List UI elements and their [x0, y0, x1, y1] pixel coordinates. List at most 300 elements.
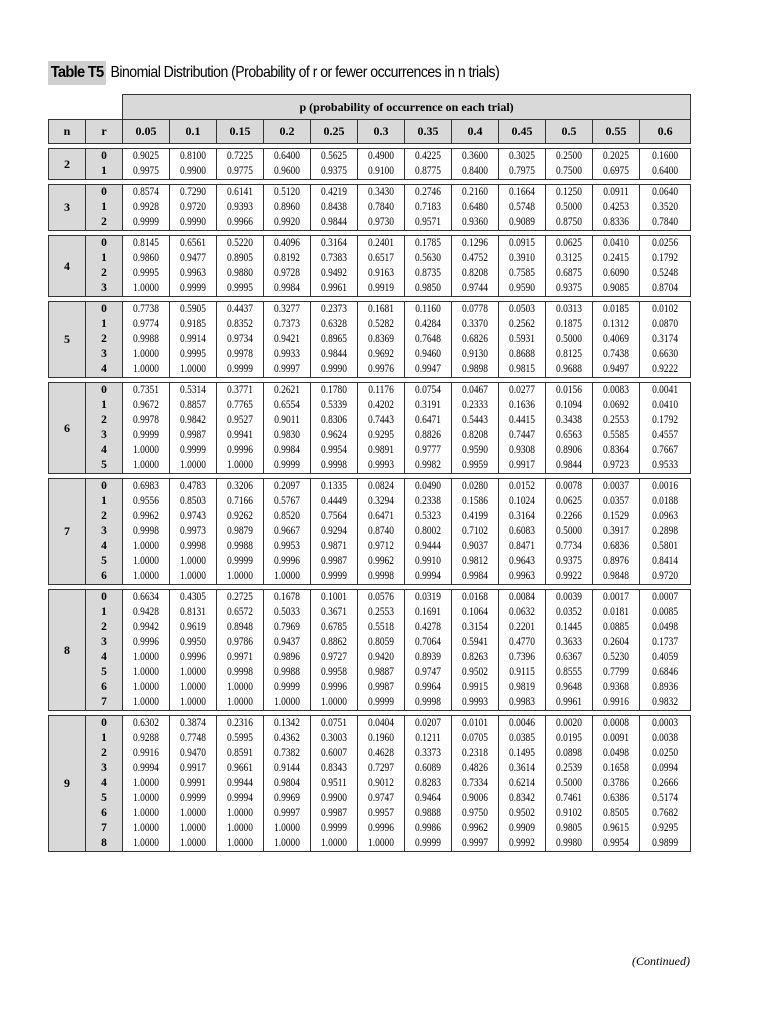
probability-value: 0.8555 — [556, 666, 582, 678]
probability-value: 0.9420 — [368, 651, 394, 663]
probability-value: 0.6480 — [462, 201, 488, 213]
probability-cell — [170, 383, 217, 474]
probability-value: 0.8059 — [368, 636, 394, 648]
probability-value: 0.6826 — [462, 333, 488, 345]
probability-value: 0.9953 — [274, 540, 300, 552]
probability-value: 0.0467 — [462, 384, 488, 396]
probability-value: 0.9998 — [227, 666, 253, 678]
probability-value: 0.9999 — [368, 696, 394, 708]
probability-value: 0.1335 — [321, 480, 347, 492]
probability-value: 0.3917 — [603, 525, 629, 537]
probability-value: 0.9428 — [133, 606, 159, 618]
probability-value: 0.2621 — [274, 384, 300, 396]
probability-value: 0.4284 — [415, 318, 441, 330]
probability-value: 0.9728 — [274, 267, 300, 279]
probability-value: 0.9144 — [274, 762, 300, 774]
p-header-label: p (probability of occurrence on each trial) — [123, 95, 691, 120]
probability-value: 1.0000 — [227, 807, 253, 819]
probability-value: 0.6561 — [180, 237, 206, 249]
probability-value: 0.0503 — [509, 303, 535, 315]
probability-cell — [452, 479, 499, 585]
r-value: 0 — [101, 591, 107, 603]
probability-value: 0.7396 — [509, 651, 535, 663]
probability-value: 0.7183 — [415, 201, 441, 213]
probability-value: 0.8002 — [415, 525, 441, 537]
probability-value: 0.4059 — [652, 651, 679, 663]
probability-value: 0.3614 — [509, 762, 535, 774]
probability-value: 0.6517 — [368, 252, 394, 264]
probability-cell — [264, 590, 311, 711]
probability-value: 0.8263 — [462, 651, 488, 663]
probability-cell — [217, 302, 264, 378]
probability-value: 0.2201 — [509, 621, 535, 633]
probability-value: 0.9842 — [180, 414, 206, 426]
probability-value: 0.2562 — [509, 318, 535, 330]
probability-value: 0.8208 — [462, 429, 488, 441]
probability-value: 0.5630 — [415, 252, 441, 264]
probability-cell — [593, 185, 640, 231]
probability-value: 0.7461 — [556, 792, 582, 804]
probability-value: 0.0168 — [462, 591, 488, 603]
probability-cell — [452, 149, 499, 180]
probability-value: 0.9999 — [274, 681, 300, 693]
probability-value: 0.9437 — [274, 636, 300, 648]
probability-value: 1.0000 — [133, 540, 159, 552]
probability-value: 0.0195 — [556, 732, 582, 744]
probability-value: 0.9444 — [415, 540, 441, 552]
probability-value: 0.7500 — [556, 165, 582, 177]
probability-value: 0.6471 — [368, 510, 394, 522]
probability-value: 0.3164 — [509, 510, 535, 522]
probability-cell — [123, 383, 170, 474]
probability-value: 0.6634 — [133, 591, 159, 603]
probability-value: 0.0008 — [603, 717, 629, 729]
probability-value: 0.7297 — [368, 762, 394, 774]
probability-value: 0.8131 — [180, 606, 206, 618]
probability-value: 0.6400 — [652, 165, 679, 177]
p-column-header: 0.5 — [546, 120, 593, 144]
probability-value: 0.6386 — [603, 792, 629, 804]
probability-value: 0.4770 — [509, 636, 535, 648]
probability-value: 0.6328 — [321, 318, 347, 330]
probability-value: 0.6875 — [556, 267, 582, 279]
probability-value: 0.1960 — [368, 732, 394, 744]
r-value: 5 — [101, 666, 107, 678]
probability-value: 0.9947 — [415, 363, 441, 375]
probability-value: 0.3600 — [462, 150, 488, 162]
n-cell: 2 — [49, 149, 86, 180]
probability-value: 0.9375 — [556, 282, 582, 294]
probability-value: 0.9944 — [227, 777, 253, 789]
probability-value: 0.0280 — [462, 480, 488, 492]
r-value: 1 — [101, 399, 107, 411]
probability-cell — [358, 479, 405, 585]
probability-value: 0.9360 — [462, 216, 488, 228]
probability-value: 0.7682 — [652, 807, 679, 819]
probability-value: 0.5120 — [274, 186, 300, 198]
probability-value: 0.9012 — [368, 777, 394, 789]
r-cell — [86, 479, 123, 585]
binomial-table — [48, 94, 691, 852]
probability-value: 0.2266 — [556, 510, 582, 522]
probability-value: 0.3125 — [556, 252, 582, 264]
probability-value: 0.5033 — [274, 606, 300, 618]
r-value: 6 — [101, 807, 107, 819]
probability-value: 0.0256 — [652, 237, 679, 249]
probability-cell — [452, 716, 499, 852]
probability-value: 0.8735 — [415, 267, 441, 279]
r-value: 1 — [101, 318, 107, 330]
probability-value: 0.3373 — [415, 747, 441, 759]
probability-value: 0.9996 — [321, 681, 347, 693]
probability-value: 1.0000 — [133, 363, 159, 375]
probability-value: 0.7648 — [415, 333, 441, 345]
probability-value: 0.9980 — [556, 837, 582, 849]
probability-value: 0.0410 — [652, 399, 679, 411]
probability-value: 0.9962 — [133, 510, 159, 522]
probability-value: 0.6302 — [133, 717, 159, 729]
probability-value: 0.9590 — [509, 282, 535, 294]
r-value: 0 — [101, 480, 107, 492]
probability-value: 0.0490 — [415, 480, 441, 492]
probability-value: 0.9619 — [180, 621, 206, 633]
probability-value: 0.9914 — [180, 333, 206, 345]
probability-value: 1.0000 — [133, 651, 159, 663]
probability-value: 0.9672 — [133, 399, 159, 411]
r-value: 2 — [101, 333, 107, 345]
table-row — [49, 590, 691, 711]
probability-value: 0.8939 — [415, 651, 441, 663]
probability-value: 1.0000 — [133, 792, 159, 804]
probability-value: 0.9502 — [509, 807, 535, 819]
probability-cell — [311, 185, 358, 231]
probability-cell — [452, 590, 499, 711]
probability-cell — [405, 479, 452, 585]
probability-value: 0.4362 — [274, 732, 300, 744]
probability-value: 0.0185 — [603, 303, 629, 315]
probability-value: 0.9185 — [180, 318, 206, 330]
r-value: 0 — [101, 186, 107, 198]
probability-value: 0.9393 — [227, 201, 253, 213]
probability-value: 0.2097 — [274, 480, 300, 492]
probability-value: 0.1312 — [603, 318, 629, 330]
probability-value: 0.9037 — [462, 540, 488, 552]
probability-value: 0.9942 — [133, 621, 159, 633]
n-cell: 7 — [49, 479, 86, 585]
probability-value: 0.2333 — [462, 399, 488, 411]
probability-cell — [546, 383, 593, 474]
probability-value: 0.9880 — [227, 267, 253, 279]
probability-cell — [123, 590, 170, 711]
probability-value: 0.0091 — [603, 732, 629, 744]
probability-value: 0.5000 — [556, 777, 582, 789]
probability-value: 0.8471 — [509, 540, 535, 552]
probability-value: 0.8400 — [462, 165, 488, 177]
probability-value: 0.9998 — [368, 570, 394, 582]
probability-value: 0.3154 — [462, 621, 488, 633]
probability-value: 0.0824 — [368, 480, 394, 492]
probability-value: 0.9100 — [368, 165, 394, 177]
probability-value: 1.0000 — [180, 459, 206, 471]
probability-value: 0.4826 — [462, 762, 488, 774]
probability-value: 0.9006 — [462, 792, 488, 804]
probability-value: 0.0357 — [603, 495, 629, 507]
probability-value: 0.8145 — [133, 237, 159, 249]
probability-value: 0.7667 — [652, 444, 679, 456]
probability-cell — [593, 479, 640, 585]
probability-value: 0.2553 — [603, 414, 629, 426]
probability-value: 0.2898 — [652, 525, 679, 537]
probability-value: 0.9978 — [227, 348, 253, 360]
probability-value: 0.9774 — [133, 318, 159, 330]
probability-value: 0.0313 — [556, 303, 582, 315]
p-column-header: 0.1 — [170, 120, 217, 144]
probability-value: 0.9860 — [133, 252, 159, 264]
probability-value: 0.0037 — [603, 480, 629, 492]
probability-value: 0.6083 — [509, 525, 535, 537]
probability-value: 1.0000 — [133, 666, 159, 678]
probability-value: 0.9987 — [321, 807, 347, 819]
probability-value: 0.5995 — [227, 732, 253, 744]
probability-value: 0.5323 — [415, 510, 441, 522]
probability-value: 0.0016 — [652, 480, 679, 492]
probability-value: 0.9643 — [509, 555, 535, 567]
probability-value: 0.5230 — [603, 651, 629, 663]
probability-value: 0.9999 — [227, 555, 253, 567]
probability-value: 0.9720 — [180, 201, 206, 213]
r-value: 4 — [101, 540, 107, 552]
probability-value: 0.9987 — [368, 681, 394, 693]
probability-value: 1.0000 — [180, 807, 206, 819]
r-value: 0 — [101, 237, 107, 249]
probability-value: 0.3174 — [652, 333, 679, 345]
probability-value: 0.9994 — [415, 570, 441, 582]
probability-value: 0.9987 — [180, 429, 206, 441]
probability-value: 0.0250 — [652, 747, 679, 759]
probability-value: 0.9571 — [415, 216, 441, 228]
r-cell — [86, 185, 123, 231]
probability-value: 1.0000 — [133, 444, 159, 456]
probability-value: 1.0000 — [133, 348, 159, 360]
probability-value: 1.0000 — [180, 696, 206, 708]
probability-value: 0.9375 — [321, 165, 347, 177]
probability-value: 0.6367 — [556, 651, 582, 663]
r-value: 1 — [101, 732, 107, 744]
probability-value: 0.6214 — [509, 777, 535, 789]
probability-value: 1.0000 — [227, 570, 253, 582]
probability-value: 0.9998 — [180, 540, 206, 552]
probability-value: 0.9999 — [274, 459, 300, 471]
probability-value: 0.9805 — [556, 822, 582, 834]
probability-value: 0.2316 — [227, 717, 253, 729]
probability-value: 0.9999 — [180, 444, 206, 456]
r-value: 2 — [101, 510, 107, 522]
probability-value: 0.0778 — [462, 303, 488, 315]
probability-value: 1.0000 — [133, 837, 159, 849]
probability-value: 0.9421 — [274, 333, 300, 345]
probability-value: 0.9963 — [180, 267, 206, 279]
probability-value: 0.7975 — [509, 165, 535, 177]
probability-value: 0.5339 — [321, 399, 347, 411]
probability-cell — [499, 149, 546, 180]
probability-value: 0.4096 — [274, 237, 300, 249]
r-cell — [86, 590, 123, 711]
probability-value: 0.7373 — [274, 318, 300, 330]
n-cell: 9 — [49, 716, 86, 852]
r-value: 3 — [101, 762, 107, 774]
probability-value: 0.2725 — [227, 591, 253, 603]
probability-cell — [170, 590, 217, 711]
probability-value: 0.9089 — [509, 216, 535, 228]
probability-value: 0.9533 — [652, 459, 679, 471]
r-value: 0 — [101, 303, 107, 315]
table-title — [48, 58, 553, 88]
probability-cell — [311, 716, 358, 852]
probability-value: 0.0207 — [415, 717, 441, 729]
probability-cell — [311, 590, 358, 711]
probability-value: 1.0000 — [274, 822, 300, 834]
r-column-header: r — [86, 120, 123, 144]
probability-value: 0.9085 — [603, 282, 629, 294]
probability-value: 0.9497 — [603, 363, 629, 375]
probability-value: 0.9879 — [227, 525, 253, 537]
probability-cell — [546, 716, 593, 852]
probability-value: 0.9850 — [415, 282, 441, 294]
probability-value: 0.9661 — [227, 762, 253, 774]
probability-value: 0.9917 — [180, 762, 206, 774]
probability-value: 0.9996 — [368, 822, 394, 834]
probability-value: 0.0885 — [603, 621, 629, 633]
probability-value: 0.1875 — [556, 318, 582, 330]
probability-value: 0.4069 — [603, 333, 629, 345]
probability-value: 0.8826 — [415, 429, 441, 441]
probability-value: 0.5931 — [509, 333, 535, 345]
probability-value: 0.0640 — [652, 186, 679, 198]
probability-value: 0.0083 — [603, 384, 629, 396]
probability-cell — [405, 185, 452, 231]
r-value: 1 — [101, 201, 107, 213]
n-cell: 5 — [49, 302, 86, 378]
probability-value: 0.9928 — [133, 201, 159, 213]
probability-value: 0.9477 — [180, 252, 206, 264]
probability-value: 0.4202 — [368, 399, 394, 411]
probability-value: 1.0000 — [133, 822, 159, 834]
table-row — [49, 236, 691, 297]
probability-value: 0.9590 — [462, 444, 488, 456]
probability-value: 0.9995 — [227, 282, 253, 294]
probability-value: 1.0000 — [180, 681, 206, 693]
probability-value: 1.0000 — [133, 807, 159, 819]
probability-value: 0.0156 — [556, 384, 582, 396]
probability-value: 0.3874 — [180, 717, 206, 729]
probability-value: 0.9957 — [368, 807, 394, 819]
probability-cell — [123, 716, 170, 852]
probability-value: 0.9916 — [603, 696, 629, 708]
probability-value: 0.9933 — [274, 348, 300, 360]
probability-value: 1.0000 — [180, 570, 206, 582]
probability-value: 0.7443 — [368, 414, 394, 426]
probability-value: 0.9920 — [274, 216, 300, 228]
probability-value: 0.8750 — [556, 216, 582, 228]
probability-value: 0.7738 — [133, 303, 159, 315]
probability-value: 0.0007 — [652, 591, 679, 603]
probability-value: 0.9288 — [133, 732, 159, 744]
probability-value: 0.0020 — [556, 717, 582, 729]
probability-value: 0.9294 — [321, 525, 347, 537]
probability-value: 0.9975 — [133, 165, 159, 177]
r-value: 4 — [101, 444, 107, 456]
r-value: 0 — [101, 717, 107, 729]
probability-value: 1.0000 — [227, 837, 253, 849]
probability-value: 0.9991 — [180, 777, 206, 789]
probability-cell — [546, 479, 593, 585]
probability-value: 0.9163 — [368, 267, 394, 279]
probability-cell — [405, 302, 452, 378]
probability-value: 0.1780 — [321, 384, 347, 396]
probability-value: 0.3191 — [415, 399, 441, 411]
probability-value: 0.2160 — [462, 186, 488, 198]
probability-value: 1.0000 — [133, 777, 159, 789]
probability-value: 0.9941 — [227, 429, 253, 441]
probability-value: 0.9990 — [321, 363, 347, 375]
probability-value: 0.8343 — [321, 762, 347, 774]
probability-cell — [452, 236, 499, 297]
probability-value: 0.9130 — [462, 348, 488, 360]
probability-cell — [264, 383, 311, 474]
probability-value: 0.3370 — [462, 318, 488, 330]
probability-value: 0.1636 — [509, 399, 535, 411]
probability-value: 0.0994 — [652, 762, 679, 774]
probability-value: 0.9994 — [133, 762, 159, 774]
probability-value: 0.4557 — [652, 429, 679, 441]
r-value: 4 — [101, 777, 107, 789]
probability-value: 0.3633 — [556, 636, 582, 648]
probability-value: 0.9804 — [274, 777, 300, 789]
probability-value: 0.5767 — [274, 495, 300, 507]
probability-value: 0.0181 — [603, 606, 629, 618]
probability-cell — [640, 302, 691, 378]
r-value: 1 — [101, 252, 107, 264]
probability-value: 0.1445 — [556, 621, 582, 633]
probability-value: 0.6836 — [603, 540, 629, 552]
probability-cell — [640, 185, 691, 231]
probability-cell — [123, 479, 170, 585]
probability-cell — [358, 149, 405, 180]
probability-value: 0.8862 — [321, 636, 347, 648]
probability-value: 0.9961 — [556, 696, 582, 708]
probability-value: 0.9999 — [321, 822, 347, 834]
probability-value: 0.3771 — [227, 384, 253, 396]
probability-value: 0.6090 — [603, 267, 629, 279]
probability-value: 0.8369 — [368, 333, 394, 345]
probability-value: 0.6975 — [603, 165, 629, 177]
probability-cell — [170, 149, 217, 180]
probability-value: 0.2401 — [368, 237, 394, 249]
probability-value: 0.9915 — [462, 681, 488, 693]
p-column-header: 0.15 — [217, 120, 264, 144]
probability-value: 0.7748 — [180, 732, 206, 744]
probability-cell — [264, 716, 311, 852]
probability-value: 0.3910 — [509, 252, 535, 264]
probability-value: 1.0000 — [227, 696, 253, 708]
probability-value: 0.9997 — [274, 807, 300, 819]
n-cell: 8 — [49, 590, 86, 711]
table-caption: Binomial Distribution (Probability of r or fewer occurrences in n trials) — [110, 64, 500, 81]
probability-value: 0.5518 — [368, 621, 394, 633]
probability-value: 0.5282 — [368, 318, 394, 330]
probability-cell — [546, 185, 593, 231]
r-value: 3 — [101, 429, 107, 441]
